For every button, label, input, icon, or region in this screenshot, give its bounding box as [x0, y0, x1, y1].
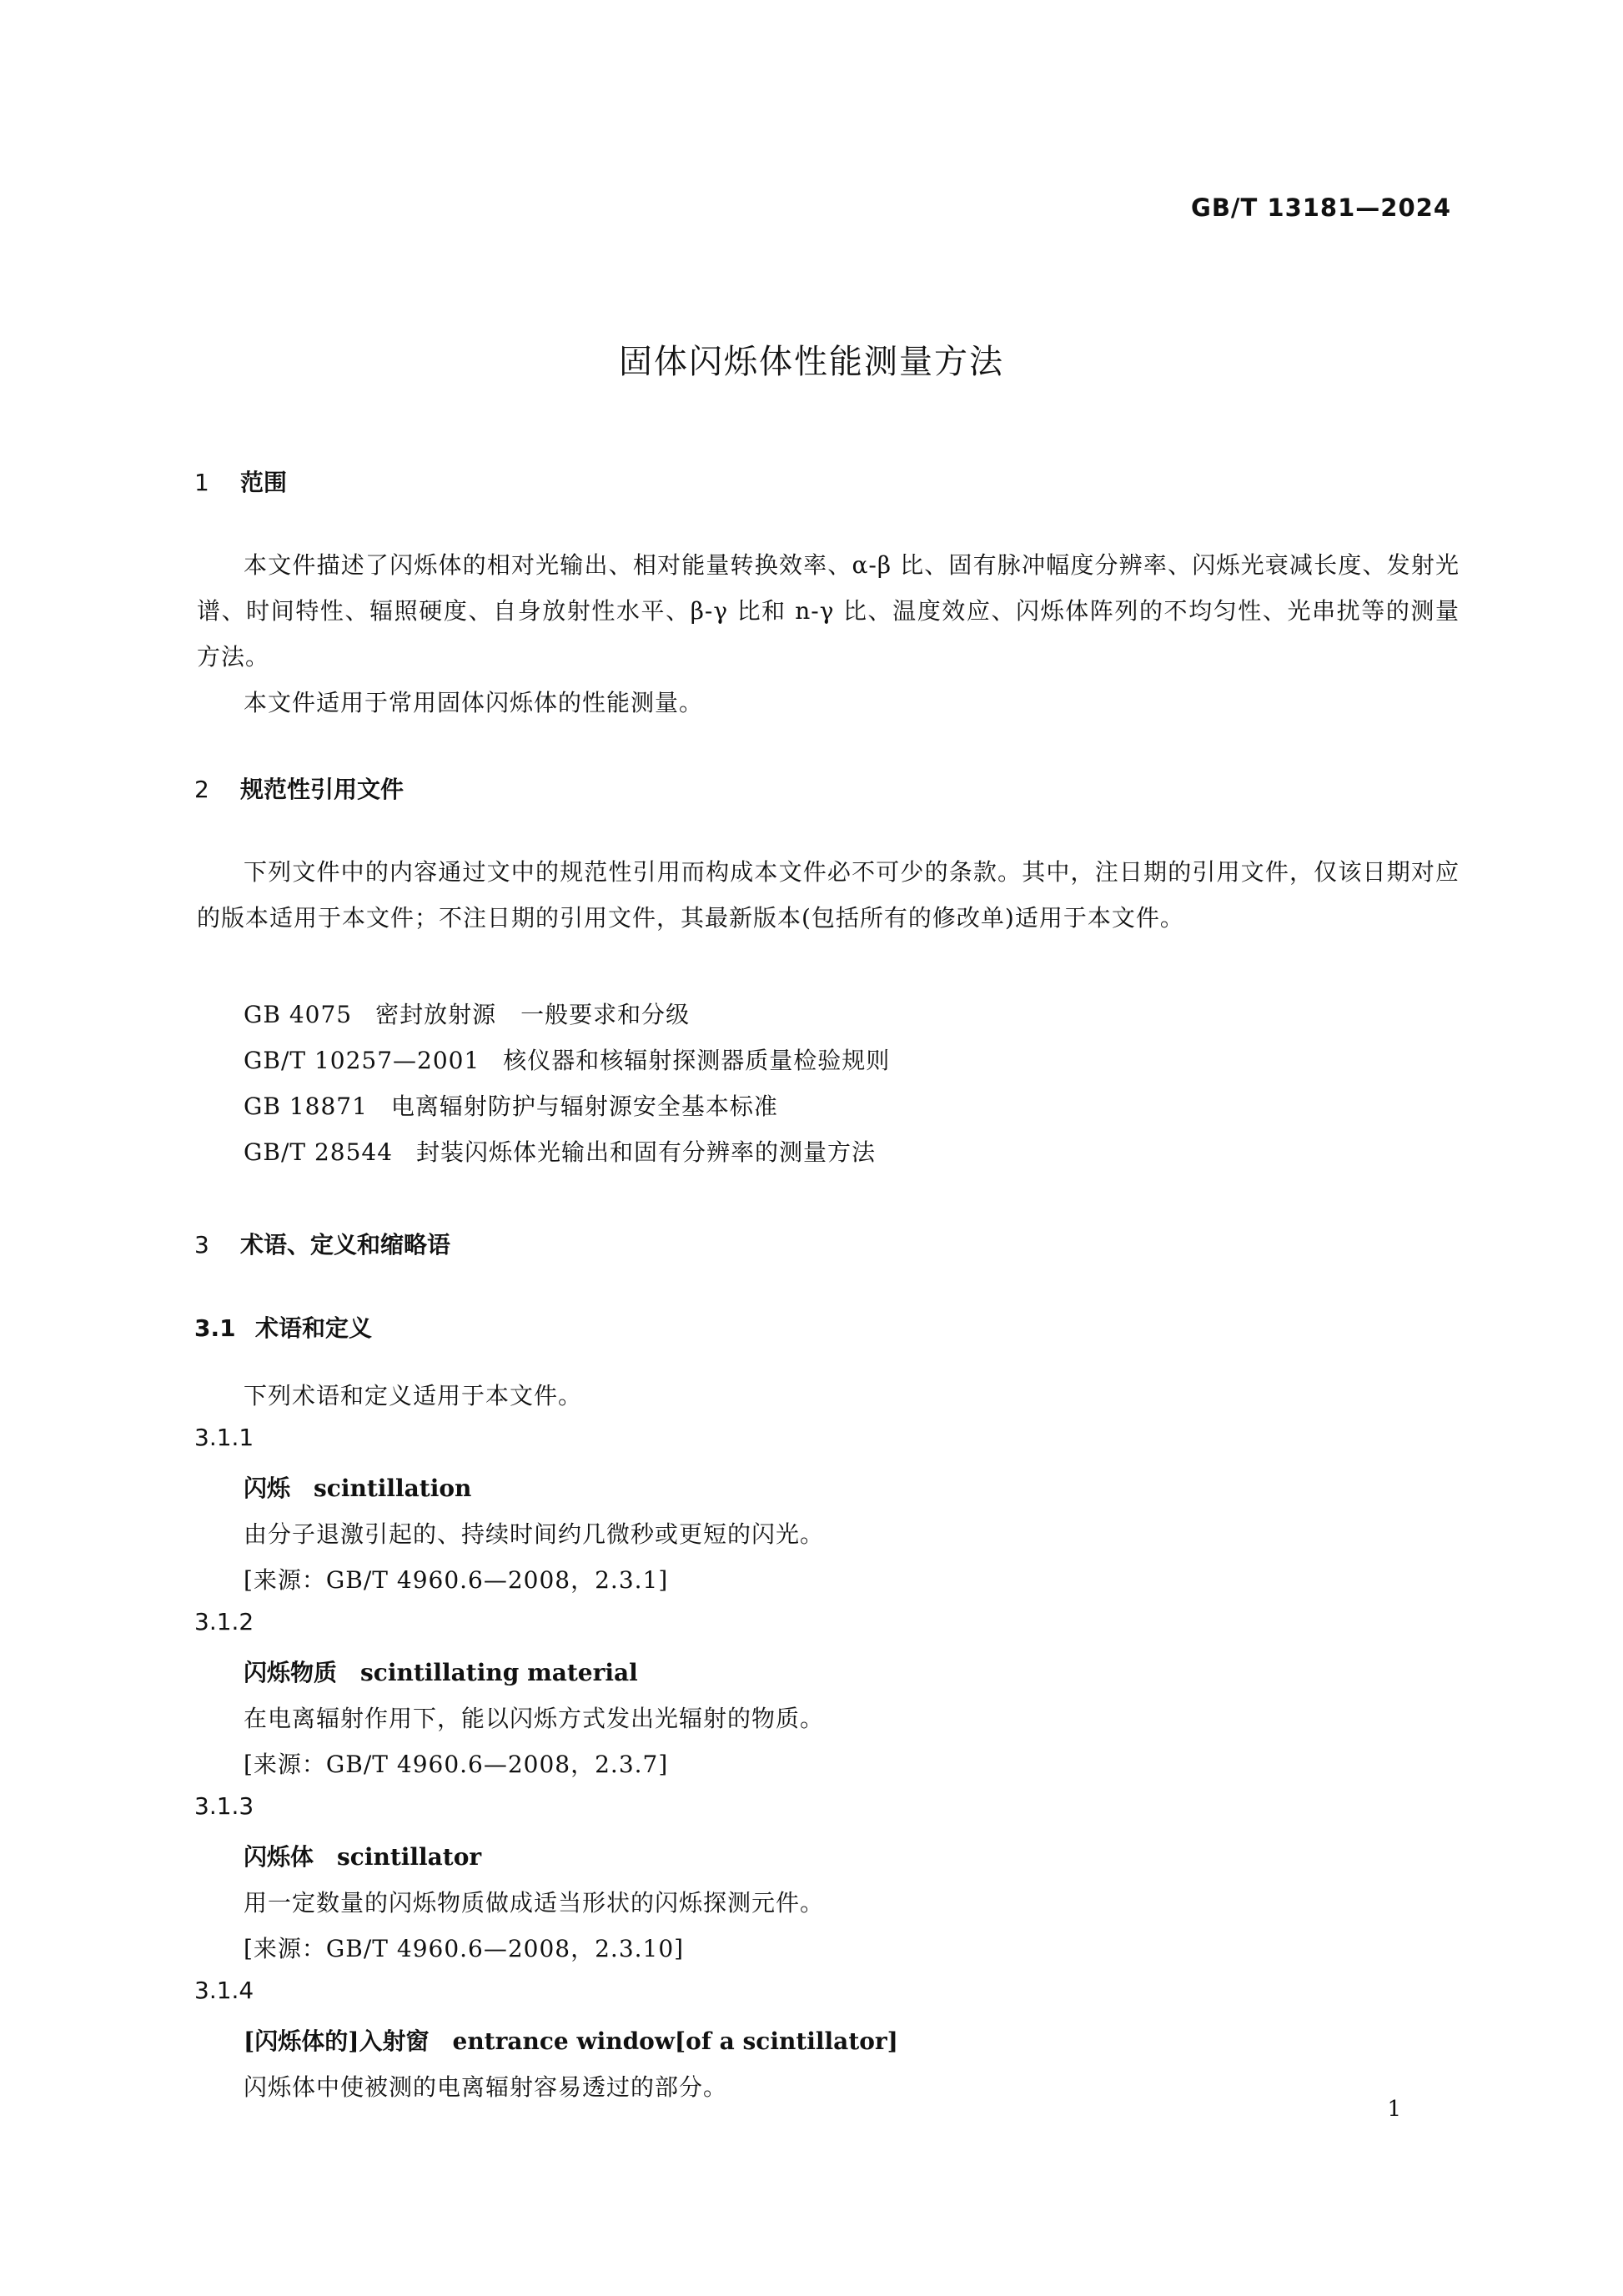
section-3-heading [194, 1227, 450, 1260]
section-2-title: 规范性引用文件 [240, 776, 404, 803]
section-2-paragraph-1: 下列文件中的内容通过文中的规范性引用而构成本文件必不可少的条款。其中，注日期的引用文件，仅该日期对应的版本适用于本文件；不注日期的引用文件，其最新版本(包括所有的修改单)适用于本文件。 [197, 858, 1460, 932]
term-source: [来源：GB/T 4960.6—2008，2.3.1] [244, 1566, 669, 1594]
section-3-title: 术语、定义和缩略语 [240, 1231, 451, 1259]
reference-title: 电离辐射防护与辐射源安全基本标准 [390, 1093, 778, 1120]
reference-item [244, 1088, 778, 1122]
subsection-3-1-title: 术语和定义 [255, 1314, 373, 1342]
term-definition: 用一定数量的闪烁物质做成适当形状的闪烁探测元件。 [244, 1889, 825, 1917]
term-definition: 由分子退激引起的、持续时间约几微秒或更短的闪光。 [244, 1520, 825, 1548]
term-english: scintillation [314, 1475, 472, 1502]
section-1-title: 范围 [240, 469, 288, 496]
term-definition: 在电离辐射作用下，能以闪烁方式发出光辐射的物质。 [244, 1705, 825, 1732]
term-chinese: 闪烁 [244, 1475, 291, 1502]
section-1-heading [194, 465, 287, 498]
terms-intro: 下列术语和定义适用于本文件。 [244, 1382, 583, 1409]
term-entry [244, 1470, 471, 1504]
subsection-3-1-number: 3.1 [194, 1314, 236, 1342]
reference-item [244, 1042, 890, 1076]
section-1-paragraph-2: 本文件适用于常用固体闪烁体的性能测量。 [244, 689, 704, 716]
section-1-number: 1 [194, 469, 209, 496]
term-english: scintillator [337, 1843, 482, 1871]
reference-code: GB 18871 [244, 1093, 368, 1120]
term-english: scintillating material [360, 1659, 638, 1686]
term-source: [来源：GB/T 4960.6—2008，2.3.7] [244, 1751, 669, 1778]
term-chinese: [闪烁体的]入射窗 [244, 2027, 430, 2055]
term-number: 3.1.3 [194, 1792, 254, 1820]
term-definition: 闪烁体中使被测的电离辐射容易透过的部分。 [244, 2073, 728, 2101]
term-chinese: 闪烁物质 [244, 1659, 338, 1686]
reference-code: GB/T 10257—2001 [244, 1047, 480, 1074]
reference-title: 密封放射源 一般要求和分级 [375, 1001, 691, 1028]
reference-item [244, 1134, 876, 1168]
standard-number: GB/T 13181—2024 [1191, 193, 1451, 222]
reference-title: 封装闪烁体光输出和固有分辨率的测量方法 [416, 1138, 877, 1166]
page-number: 1 [1387, 2097, 1401, 2122]
document-title: 固体闪烁体性能测量方法 [619, 343, 1004, 381]
reference-title: 核仪器和核辐射探测器质量检验规则 [503, 1047, 891, 1074]
term-entry [244, 1839, 481, 1872]
term-number: 3.1.1 [194, 1424, 254, 1451]
term-source: [来源：GB/T 4960.6—2008，2.3.10] [244, 1935, 685, 1962]
section-2-number: 2 [194, 776, 209, 803]
section-2-heading [194, 771, 404, 805]
term-entry [244, 1655, 638, 1688]
reference-code: GB 4075 [244, 1001, 353, 1028]
term-english: entrance window[of a scintillator] [452, 2027, 898, 2055]
term-chinese: 闪烁体 [244, 1843, 314, 1871]
section-3-number: 3 [194, 1231, 209, 1259]
term-number: 3.1.2 [194, 1608, 254, 1635]
subsection-3-1-heading [194, 1310, 372, 1344]
term-entry [244, 2023, 898, 2057]
term-number: 3.1.4 [194, 1977, 254, 2004]
section-1-paragraph-1: 本文件描述了闪烁体的相对光输出、相对能量转换效率、α-β 比、固有脉冲幅度分辨率、闪烁光衰减长度、发射光谱、时间特性、辐照硬度、自身放射性水平、β-γ 比和 n-γ 比、温度效应、闪烁体阵列的不均匀性、光串扰等的测量方法。 [197, 551, 1460, 671]
reference-item [244, 997, 690, 1030]
reference-code: GB/T 28544 [244, 1138, 394, 1166]
